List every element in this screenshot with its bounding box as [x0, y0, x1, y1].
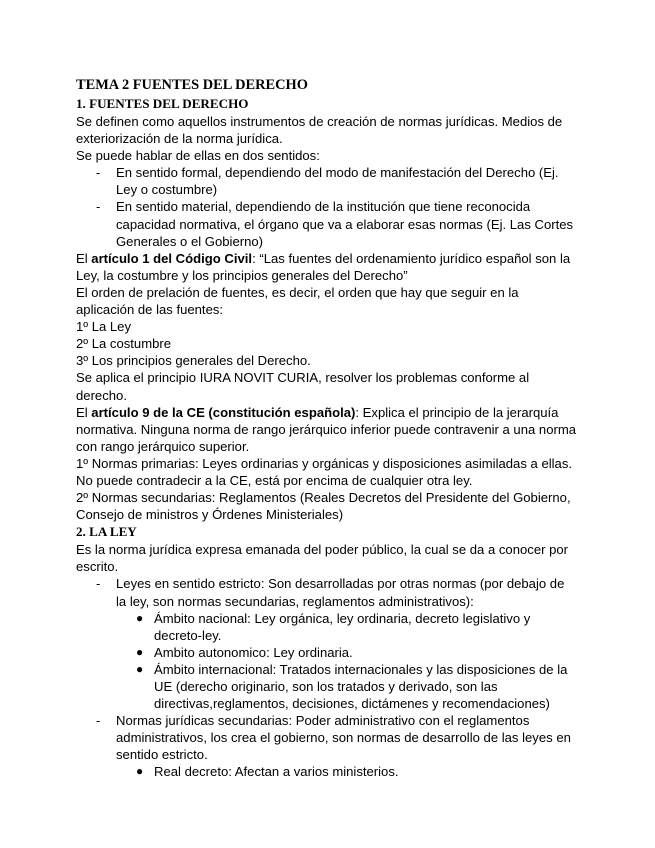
list-item-text: En sentido formal, dependiendo del modo de manifestación del Derecho (Ej. Ley o costumbre): [116, 165, 559, 198]
list-item-text: Ambito autonomico: Ley ordinaria.: [154, 644, 353, 660]
bullet-icon: ●: [136, 610, 144, 625]
text-run: El: [76, 250, 92, 266]
paragraph-constitucion: [76, 404, 578, 455]
secondary-norms-list: [116, 763, 578, 780]
bullet-icon: ●: [136, 661, 144, 676]
list-item: [136, 610, 578, 644]
dash-marker: -: [96, 576, 101, 592]
list-item: [96, 712, 578, 780]
list-item: [136, 763, 578, 780]
page-title: TEMA 2 FUENTES DEL DERECHO: [76, 77, 308, 93]
list-item: [136, 661, 578, 712]
paragraph-ley-definition: Es la norma jurídica expresa emanada del poder público, la cual se da a conocer por escrito.: [76, 542, 569, 575]
list-item-text: Real decreto: Afectan a varios ministerios.: [154, 764, 399, 780]
senses-list: [76, 164, 578, 249]
list-item: [96, 198, 578, 249]
paragraph-normas-secundarias: 2º Normas secundarias: Reglamentos (Reales Decretos del Presidente del Gobierno, Consejo de ministros y Órdenes Ministeriales): [76, 490, 571, 523]
order-item: 2º La costumbre: [76, 336, 172, 352]
paragraph-codigo-civil: [76, 250, 578, 284]
order-item: 3º Los principios generales del Derecho.: [76, 353, 311, 369]
bold-reference: artículo 9 de la CE (constitución española): [91, 404, 356, 420]
list-item: [96, 164, 578, 198]
text-run: : “Las fuentes del ordenamiento jurídico español son la Ley, la costumbre y los principios generales del Derecho”: [76, 250, 571, 283]
order-item: 1º La Ley: [76, 319, 132, 335]
paragraph-normas-primarias: 1º Normas primarias: Leyes ordinarias y orgánicas y disposiciones asimiladas a ellas. No puede contradecir a la CE, está por encima de cualquier otra ley.: [76, 455, 573, 488]
list-item-text: Leyes en sentido estricto: Son desarrolladas por otras normas (por debajo de la ley, son normas secundarias, reglamentos administrativos):: [116, 576, 565, 609]
text-run: El: [76, 404, 92, 420]
dash-marker: -: [96, 199, 101, 215]
dash-marker: -: [96, 713, 101, 729]
paragraph-order-intro: El orden de prelación de fuentes, es decir, el orden que hay que seguir en la aplicación de las fuentes:: [76, 284, 519, 318]
paragraph-definition: Se definen como aquellos instrumentos de creación de normas jurídicas. Medios de exteriorización de la norma jurídica.: [76, 114, 563, 147]
list-item-text: Ámbito nacional: Ley orgánica, ley ordinaria, decreto legislativo y decreto-ley.: [154, 610, 531, 643]
strict-ambitos-list: [116, 610, 578, 713]
text-run: : Explica el principio de la jerarquía normativa. Ninguna norma de rango jerárquico inferior puede contravenir a una norma con rango jerárquico superior.: [76, 404, 577, 454]
bold-reference: artículo 1 del Código Civil: [91, 250, 253, 266]
bullet-icon: ●: [136, 764, 144, 779]
list-item-text: Ámbito internacional: Tratados internacionales y las disposiciones de la UE (derecho originario, son los tratados y derivado, son las directivas,reglamentos, decisiones, dictámenes y recomendaciones): [154, 661, 568, 712]
paragraph-iura-novit-curia: Se aplica el principio IURA NOVIT CURIA, resolver los problemas conforme al derecho.: [76, 370, 530, 403]
section-heading-fuentes: 1. FUENTES DEL DERECHO: [76, 96, 249, 111]
list-item-text: En sentido material, dependiendo de la institución que tiene reconocida capacidad normativa, el órgano que va a elaborar esas normas (Ej. Las Cortes Generales o el Gobierno): [116, 199, 574, 249]
document-body: [76, 76, 578, 781]
bullet-icon: ●: [136, 644, 144, 659]
list-item-text: Normas jurídicas secundarias: Poder administrativo con el reglamentos administrativos, los crea el gobierno, son normas de desarrollo de las leyes en sentido estricto.: [116, 713, 571, 763]
list-item: [96, 575, 578, 712]
dash-marker: -: [96, 165, 101, 181]
section-heading-ley: 2. LA LEY: [76, 524, 137, 540]
paragraph-senses-intro: Se puede hablar de ellas en dos sentidos:: [76, 148, 320, 164]
list-item: [136, 644, 578, 661]
ley-types-list: [76, 575, 578, 780]
